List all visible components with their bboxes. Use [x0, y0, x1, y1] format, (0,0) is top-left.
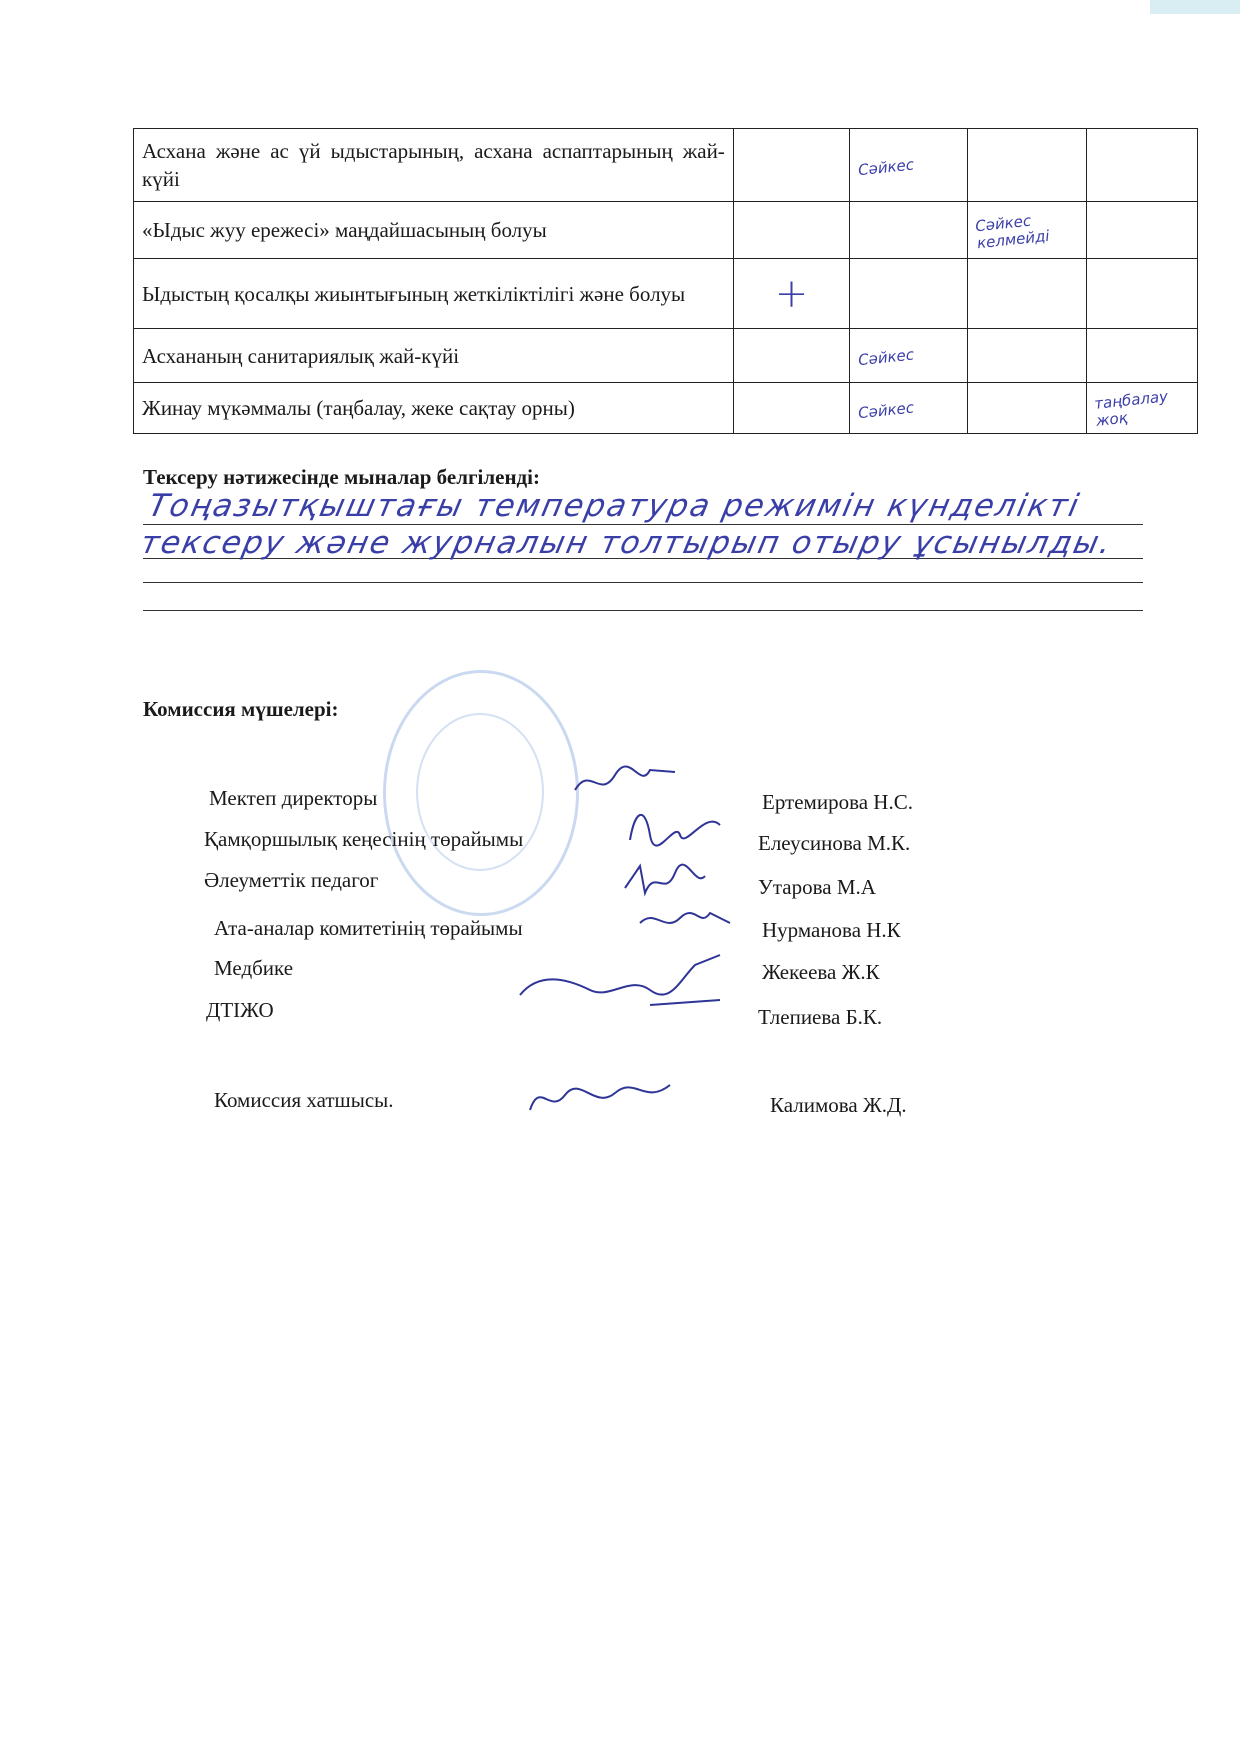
secretary-role: Комиссия хатшысы.: [214, 1088, 394, 1112]
member-role: Медбике: [214, 956, 294, 980]
handwritten-mark: [742, 160, 841, 170]
handwritten-mark: [1096, 225, 1189, 235]
table-row: [134, 383, 1198, 434]
mark-cell: [1087, 129, 1198, 202]
criterion-cell: «Ыдыс жуу ережесі» маңдайшасының болуы: [134, 202, 734, 259]
official-stamp-icon: [383, 670, 579, 916]
criterion-cell: Ыдыстың қосалқы жиынтығының жеткіліктілігі және болуы: [134, 259, 734, 329]
member-role: Мектеп директоры: [209, 786, 378, 810]
mark-cell: [850, 202, 968, 259]
mark-cell: [1087, 202, 1198, 259]
signature-icon: [635, 898, 735, 943]
signature-icon: [620, 858, 710, 903]
mark-cell: [733, 329, 850, 383]
member-role: Әлеуметтік педагог: [204, 868, 379, 892]
mark-cell: [733, 383, 850, 434]
mark-cell: [1087, 259, 1198, 329]
mark-cell: [733, 129, 850, 202]
mark-cell: [850, 329, 968, 383]
member-name: Елеусинова М.К.: [758, 831, 911, 855]
member-role: Қамқоршылық кеңесінің төрайымы: [204, 827, 524, 851]
mark-cell: [968, 202, 1087, 259]
table-row: [134, 259, 1198, 329]
signature-icon: [510, 950, 730, 1020]
mark-cell: [968, 383, 1087, 434]
mark-cell: [850, 129, 968, 202]
handwritten-mark: [859, 225, 959, 236]
mark-cell: [968, 259, 1087, 329]
handwritten-mark: [977, 403, 1078, 414]
handwritten-mark: [742, 350, 841, 360]
member-name: Тлепиева Б.К.: [758, 1005, 883, 1029]
handwritten-mark: [859, 288, 959, 299]
checklist-table: [133, 128, 1198, 434]
scan-artifact: [1150, 0, 1240, 14]
underline-rule: [143, 582, 1143, 583]
handwritten-mark: Сәйкес келмейді: [974, 211, 1051, 253]
handwritten-mark: [977, 160, 1078, 171]
table-row: [134, 329, 1198, 383]
mark-cell: [1087, 329, 1198, 383]
handwritten-mark: [742, 403, 841, 413]
criterion-cell: Асхананың санитариялық жай-күйі: [134, 329, 734, 383]
member-name: Жекеева Ж.К: [762, 960, 880, 984]
handwritten-mark: [977, 350, 1078, 361]
handwritten-mark: Сәйкес: [857, 154, 916, 179]
member-name: Утарова М.А: [758, 875, 876, 899]
mark-cell: [968, 129, 1087, 202]
mark-cell: [968, 329, 1087, 383]
member-name: Ертемирова Н.С.: [762, 790, 913, 814]
member-role: ДТІЖО: [206, 998, 274, 1022]
handwritten-mark: [977, 288, 1078, 299]
handwritten-mark: [742, 225, 841, 235]
signature-icon: [525, 1075, 675, 1125]
criterion-cell: Асхана және ас үй ыдыстарының, асхана аспаптарының жай-күйі: [134, 129, 734, 202]
underline-rule: [143, 610, 1143, 611]
table-row: [134, 129, 1198, 202]
handwritten-mark: [1096, 351, 1189, 361]
plus-mark: +: [774, 270, 809, 317]
findings-heading: Тексеру нәтижесінде мыналар белгіленді:: [143, 465, 541, 489]
handwritten-mark: Сәйкес: [857, 345, 916, 370]
handwritten-mark: [1096, 160, 1189, 170]
member-role: Ата-аналар комитетінің төрайымы: [214, 916, 523, 940]
mark-cell: [1087, 383, 1198, 434]
member-name: Нурманова Н.К: [762, 918, 901, 942]
handwritten-mark: Сәйкес: [857, 397, 916, 422]
handwritten-mark: таңбалау жоқ: [1093, 387, 1170, 430]
mark-cell: [850, 383, 968, 434]
signature-icon: [570, 760, 680, 805]
mark-cell: [733, 202, 850, 259]
mark-cell: [850, 259, 968, 329]
commission-heading: Комиссия мүшелері:: [143, 697, 339, 721]
mark-cell: [733, 259, 850, 329]
secretary-name: Калимова Ж.Д.: [770, 1093, 907, 1117]
signature-icon: [620, 800, 730, 850]
handwritten-mark: [1096, 289, 1189, 299]
table-row: [134, 202, 1198, 259]
criterion-cell: Жинау мүкәммалы (таңбалау, жеке сақтау орны): [134, 383, 734, 434]
findings-handwritten-text: Тоңазытқыштағы температура режимін күнделікті тексеру және журналын толтырып отыру ұсынылды.: [137, 488, 1116, 561]
